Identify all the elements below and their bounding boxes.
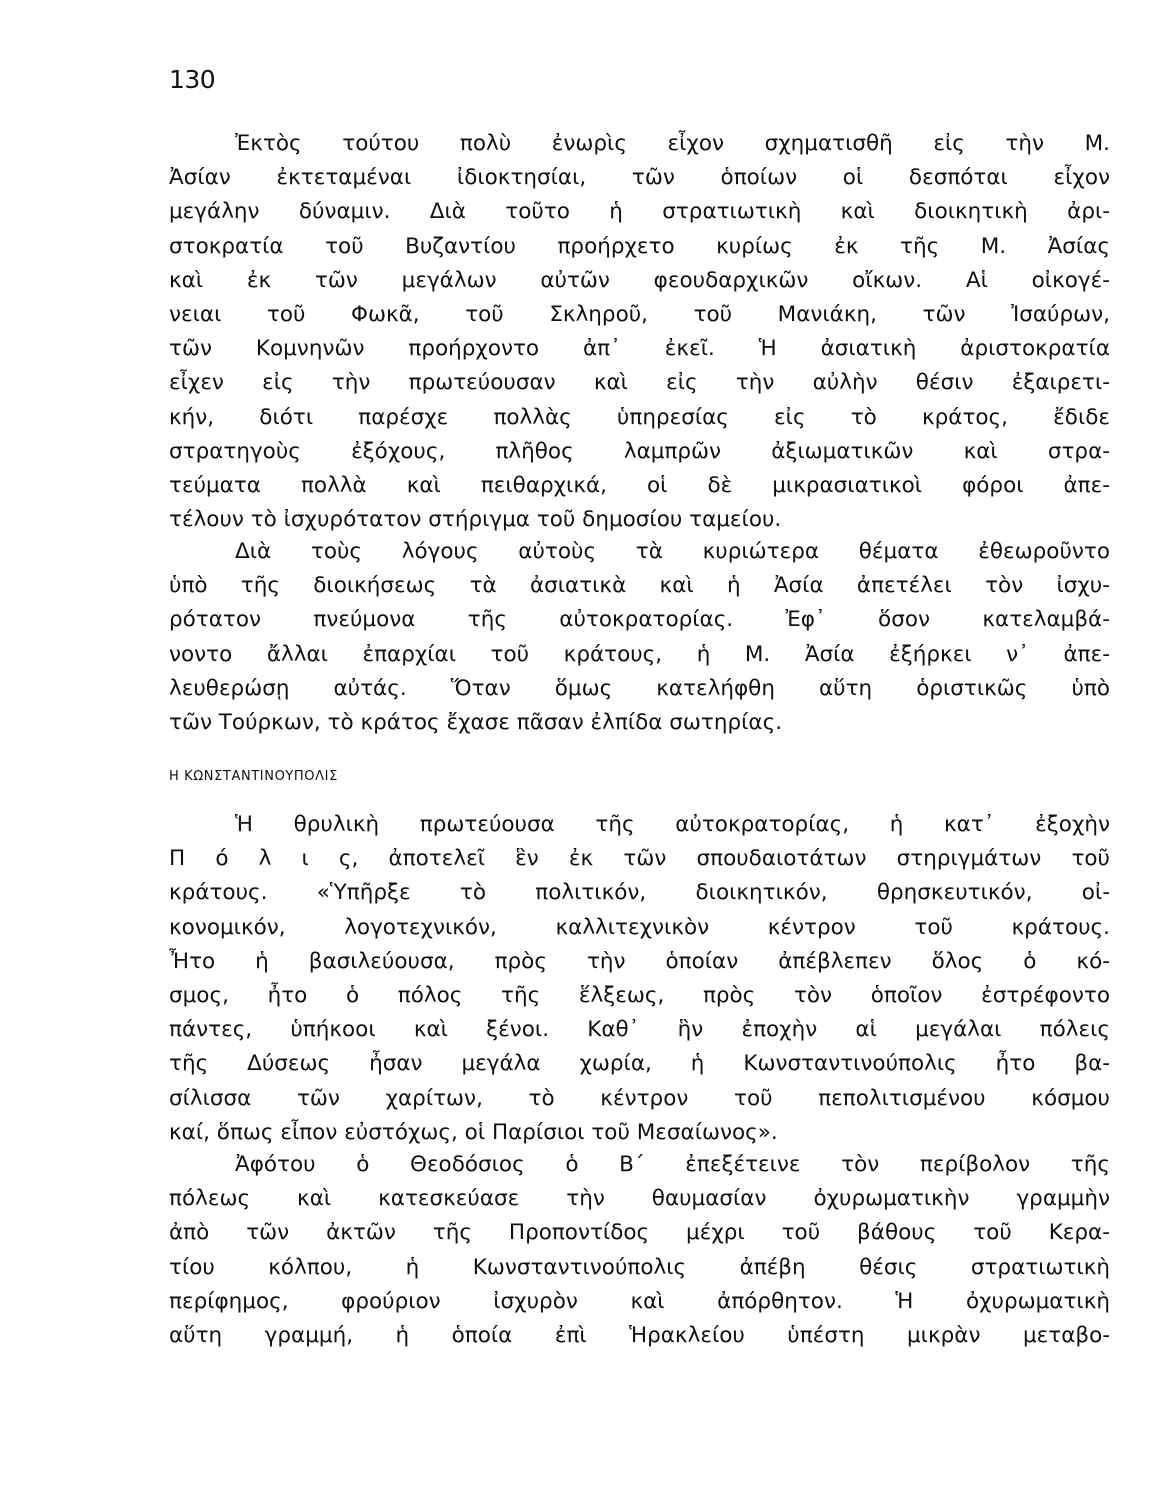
- text-line: Διὰ τοὺς λόγους αὐτοὺς τὰ κυριώτερα θέματα ἐθεωροῦντο: [235, 539, 1110, 564]
- text-line: ἀπὸ τῶν ἀκτῶν τῆς Προποντίδος μέχρι τοῦ βάθους τοῦ Κερα-: [169, 1220, 1110, 1246]
- text-line: Π ό λ ι ς, ἀποτελεῖ ἓν ἐκ τῶν σπουδαιοτάτων στηριγμάτων τοῦ: [169, 846, 1110, 872]
- text-line: κονομικόν, λογοτεχνικόν, καλλιτεχνικὸν κέντρον τοῦ κράτους.: [169, 914, 1110, 940]
- text-line: Ἦτο ἡ βασιλεύουσα, πρὸς τὴν ὁποίαν ἀπέβλεπεν ὅλος ὁ κό-: [169, 948, 1110, 974]
- text-line: τῆς Δύσεως ἦσαν μεγάλα χωρία, ἡ Κωνσταντινούπολις ἦτο βα-: [169, 1051, 1110, 1077]
- text-line: καί, ὅπως εἶπον εὐστόχως, οἱ Παρίσιοι τοῦ Μεσαίωνος».: [169, 1119, 778, 1145]
- text-line: τίου κόλπου, ἡ Κωνσταντινούπολις ἀπέβη θέσις στρατιωτικὴ: [169, 1254, 1110, 1280]
- text-line: τεύματα πολλὰ καὶ πειθαρχικά, οἱ δὲ μικρασιατικοὶ φόροι ἀπε-: [169, 472, 1110, 498]
- paragraph-2: [169, 535, 1110, 740]
- paragraph-1: [169, 127, 1110, 537]
- text-line: Ἐκτὸς τούτου πολὺ ἐνωρὶς εἶχον σχηματισθῆ εἰς τὴν Μ.: [235, 131, 1110, 156]
- text-line: εἶχεν εἰς τὴν πρωτεύουσαν καὶ εἰς τὴν αὐλὴν θέσιν ἐξαιρετι-: [169, 370, 1110, 396]
- text-line: καὶ ἐκ τῶν μεγάλων αὐτῶν φεουδαρχικῶν οἴκων. Αἱ οἰκογέ-: [169, 267, 1110, 293]
- text-line: νοντο ἄλλαι ἐπαρχίαι τοῦ κράτους, ἡ Μ. Ἀσία ἐξήρκει ν᾿ ἀπε-: [169, 641, 1110, 667]
- text-line: πάντες, ὑπήκοοι καὶ ξένοι. Καθ᾿ ἣν ἐποχὴν αἱ μεγάλαι πόλεις: [169, 1017, 1110, 1043]
- paragraph-4: [169, 1148, 1110, 1353]
- text-line: περίφημος, φρούριον ἰσχυρὸν καὶ ἀπόρθητον. Ἡ ὀχυρωματικὴ: [169, 1288, 1110, 1314]
- page-number: 130: [169, 65, 216, 94]
- section-heading: Η ΚΩΝΣΤΑΝΤΙΝΟΥΠΟΛΙΣ: [169, 769, 338, 784]
- text-line: τῶν Τούρκων, τὸ κράτος ἔχασε πᾶσαν ἐλπίδα σωτηρίας.: [169, 709, 783, 735]
- paragraph-3: [169, 808, 1110, 1150]
- text-line: Ἡ θρυλικὴ πρωτεύουσα τῆς αὐτοκρατορίας, ἡ κατ᾿ ἐξοχὴν: [235, 812, 1110, 837]
- text-line: ρότατον πνεύμονα τῆς αὐτοκρατορίας. Ἐφ᾿ ὅσον κατελαμβά-: [169, 607, 1110, 633]
- text-line: Ἀσίαν ἐκτεταμέναι ἰδιοκτησίαι, τῶν ὁποίων οἱ δεσπόται εἶχον: [169, 165, 1110, 191]
- text-line: τέλουν τὸ ἰσχυρότατον στήριγμα τοῦ δημοσίου ταμείου.: [169, 507, 782, 533]
- text-line: στρατηγοὺς ἐξόχους, πλῆθος λαμπρῶν ἀξιωματικῶν καὶ στρα-: [169, 438, 1110, 464]
- text-line: Ἀφότου ὁ Θεοδόσιος ὁ Β΄ ἐπεξέτεινε τὸν περίβολον τῆς: [235, 1152, 1110, 1177]
- text-line: σμος, ἦτο ὁ πόλος τῆς ἕλξεως, πρὸς τὸν ὁποῖον ἐστρέφοντο: [169, 982, 1110, 1008]
- text-line: στοκρατία τοῦ Βυζαντίου προήρχετο κυρίως ἐκ τῆς Μ. Ἀσίας: [169, 233, 1110, 259]
- text-line: σίλισσα τῶν χαρίτων, τὸ κέντρον τοῦ πεπολιτισμένου κόσμου: [169, 1085, 1110, 1111]
- text-line: λευθερώσῃ αὐτάς. Ὅταν ὅμως κατελήφθη αὕτη ὁριστικῶς ὑπὸ: [169, 675, 1110, 701]
- text-line: νειαι τοῦ Φωκᾶ, τοῦ Σκληροῦ, τοῦ Μανιάκη, τῶν Ἰσαύρων,: [169, 301, 1110, 327]
- text-line: τῶν Κομνηνῶν προήρχοντο ἀπ᾿ ἐκεῖ. Ἡ ἀσιατικὴ ἀριστοκρατία: [169, 336, 1110, 362]
- text-line: πόλεως καὶ κατεσκεύασε τὴν θαυμασίαν ὀχυρωματικὴν γραμμὴν: [169, 1186, 1110, 1212]
- text-line: ὑπὸ τῆς διοικήσεως τὰ ἀσιατικὰ καὶ ἡ Ἀσία ἀπετέλει τὸν ἰσχυ-: [169, 573, 1110, 599]
- text-line: κήν, διότι παρέσχε πολλὰς ὑπηρεσίας εἰς τὸ κράτος, ἔδιδε: [169, 404, 1110, 430]
- text-line: κράτους. «Ὑπῆρξε τὸ πολιτικόν, διοικητικόν, θρησκευτικόν, οἰ-: [169, 880, 1110, 906]
- text-line: αὕτη γραμμή, ἡ ὁποία ἐπὶ Ἡρακλείου ὑπέστη μικρὰν μεταβο-: [169, 1322, 1110, 1348]
- text-line: μεγάλην δύναμιν. Διὰ τοῦτο ἡ στρατιωτικὴ καὶ διοικητικὴ ἀρι-: [169, 199, 1110, 225]
